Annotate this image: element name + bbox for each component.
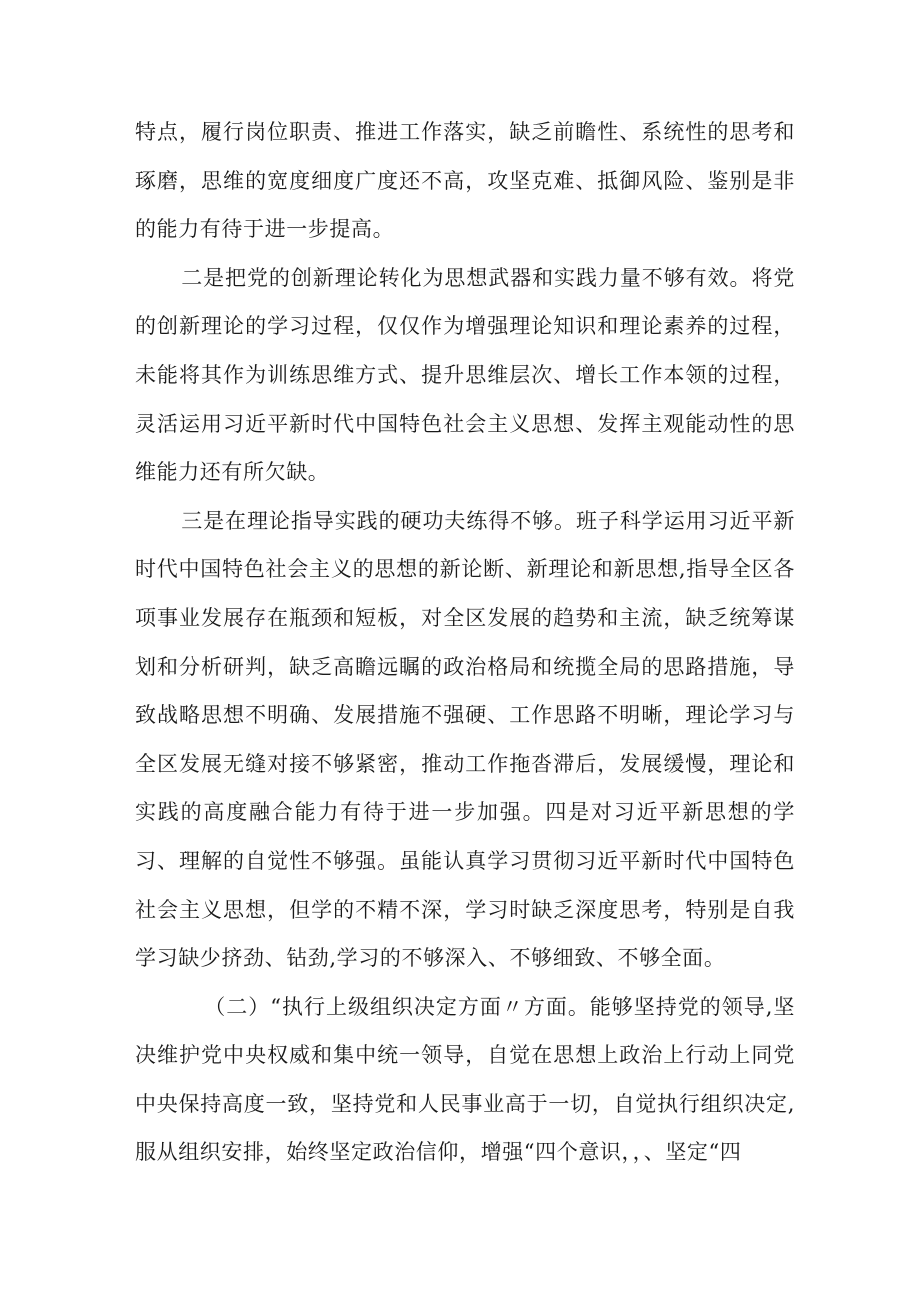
document-body [135, 108, 795, 1177]
paragraph-point-three: 三是在理论指导实践的硬功夫练得不够。班子科学运用习近平新时代中国特色社会主义的思想的新论断、新理论和新思想,指导全区各项事业发展存在瓶颈和短板，对全区发展的趋势和主流，缺乏统筹谋划和分析研判，缺乏高瞻远瞩的政治格局和统揽全局的思路措施，导致战略思想不明确、发展措施不强硬、工作思路不明晰，理论学习与全区发展无缝对接不够紧密，推动工作拖沓滞后，发展缓慢，理论和实践的高度融合能力有待于进一步加强。四是对习近平新思想的学习、理解的自觉性不够强。虽能认真学习贯彻习近平新时代中国特色社会主义思想，但学的不精不深，学习时缺乏深度思考，特别是自我学习缺少挤劲、钻劲,学习的不够深入、不够细致、不够全面。 [135, 508, 795, 971]
paragraph-section-two: （二）“执行上级组织决定方面〃方面。能够坚持党的领导,坚决维护党中央权威和集中统一领导，自觉在思想上政治上行动上同党中央保持高度一致，坚持党和人民事业高于一切，自觉执行组织决定,服从组织安排，始终坚定政治信仰，增强“四个意识，，、坚定“四 [135, 994, 795, 1165]
paragraph-continuation: 特点，履行岗位职责、推进工作落实，缺乏前瞻性、系统性的思考和琢磨，思维的宽度细度广度还不高，攻坚克难、抵御风险、鉴别是非的能力有待于进一步提高。 [135, 120, 795, 242]
paragraph-point-two: 二是把党的创新理论转化为思想武器和实践力量不够有效。将党的创新理论的学习过程，仅仅作为增强理论知识和理论素养的过程，未能将其作为训练思维方式、提升思维层次、增长工作本领的过程，灵活运用习近平新时代中国特色社会主义思想、发挥主观能动性的思维能力还有所欠缺。 [135, 265, 795, 485]
